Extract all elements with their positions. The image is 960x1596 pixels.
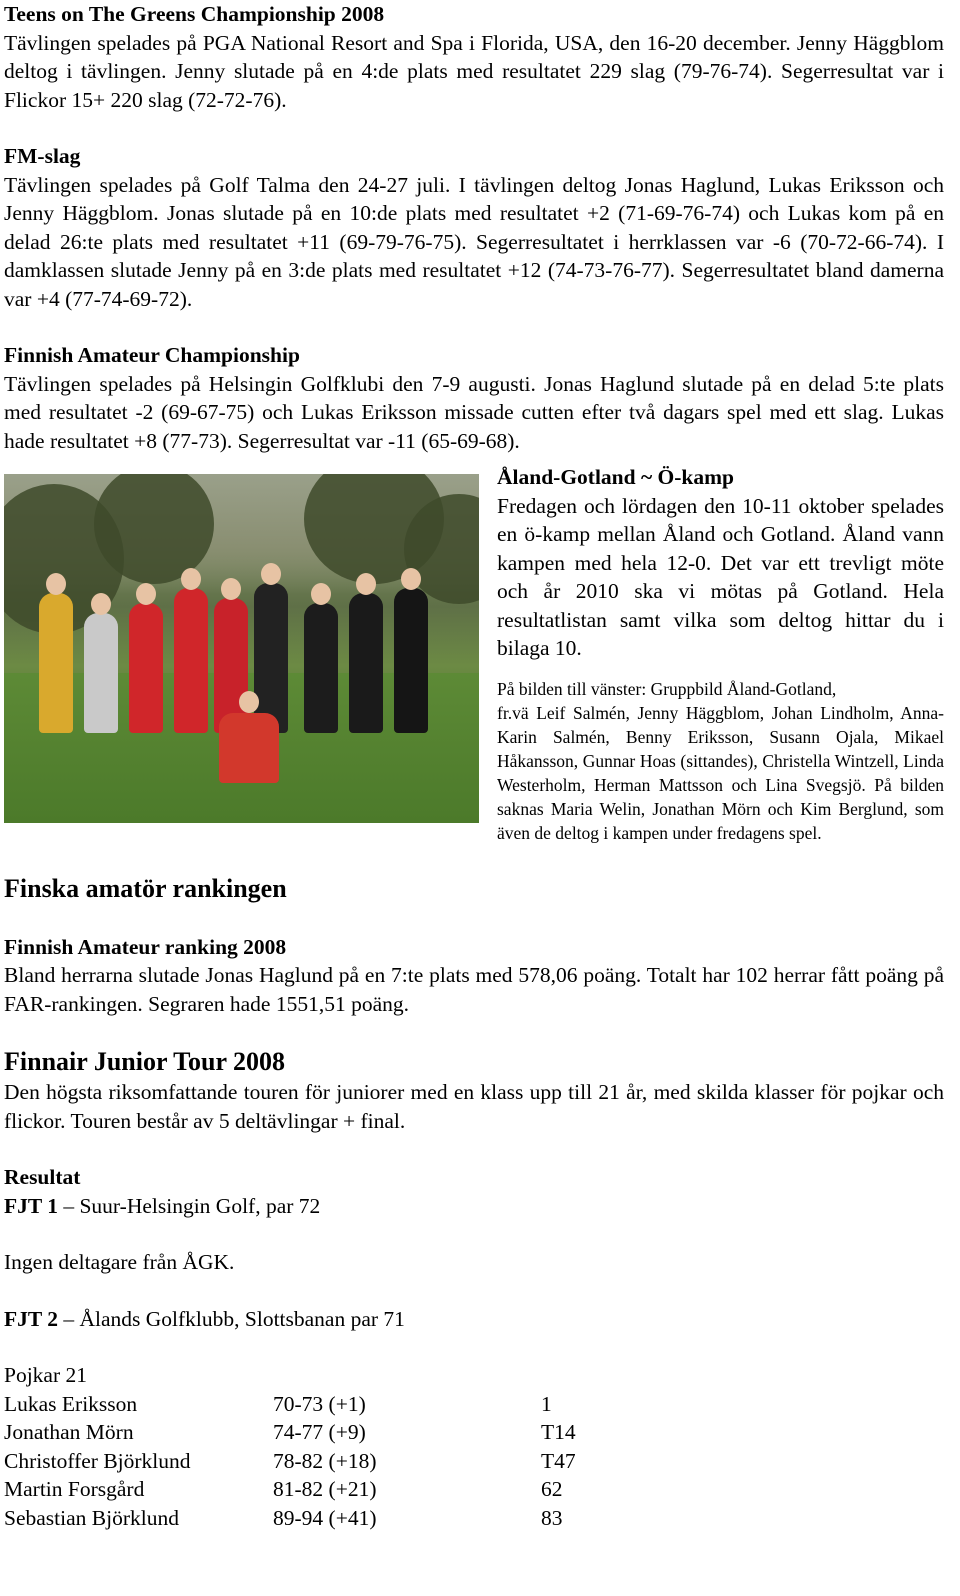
teens-title: Teens on The Greens Championship 2008 (4, 2, 385, 26)
fjt1-line (4, 1192, 944, 1221)
player-place: 62 (541, 1477, 563, 1501)
fjt2-label: FJT 2 (4, 1306, 58, 1331)
document-page (4, 0, 944, 1532)
results-class: Pojkar 21 (4, 1363, 88, 1387)
group-photo (4, 474, 479, 823)
player-name: Christoffer Björklund (4, 1448, 191, 1473)
aland-title: Åland-Gotland ~ Ö-kamp (497, 465, 734, 489)
photo-caption: fr.vä Leif Salmén, Jenny Häggblom, Johan Lindholm, Anna-Karin Salmén, Benny Eriksson, Susann Ojala, Mikael Håkansson, Gunnar Hoas (sittandes), Christella Wintzell, Linda Westerholm, Herman Mattsson och Lina Svegsjö. På bilden saknas Maria Welin, Jonathan Mörn och Kim Berglund, som även de deltog i kampen under fredagens spel. (497, 702, 944, 843)
table-row (4, 1447, 641, 1476)
results-title: Resultat (4, 1165, 81, 1189)
fjt2-text: – Ålands Golfklubb, Slottsbanan par 71 (57, 1306, 405, 1331)
table-row (4, 1504, 641, 1533)
ranking-section-title: Finska amatör rankingen (4, 873, 287, 903)
aland-section (4, 463, 944, 845)
fjt1-label: FJT 1 (4, 1193, 58, 1218)
teens-body: Tävlingen spelades på PGA National Resort and Spa i Florida, USA, den 16-20 december. Jenny Häggblom deltog i tävlingen. Jenny slutade på en 4:de plats med resultatet 229 slag (79-76-74). Segerresultat var i Flickor 15+ 220 slag (72-72-76). (4, 30, 944, 112)
player-place: 1 (541, 1391, 552, 1416)
results-table (4, 1390, 641, 1533)
player-name: Jonathan Mörn (4, 1420, 134, 1444)
player-place: T14 (541, 1420, 576, 1444)
fm-title: FM-slag (4, 144, 81, 168)
player-place: 83 (541, 1505, 563, 1530)
player-name: Martin Forsgård (4, 1477, 145, 1501)
finnair-section-title: Finnair Junior Tour 2008 (4, 1047, 286, 1076)
fjt2-line (4, 1305, 944, 1334)
photo-caption-intro: På bilden till vänster: Gruppbild Åland-Gotland, (497, 678, 837, 699)
player-score: 70-73 (+1) (273, 1391, 366, 1416)
fjt1-text: – Suur-Helsingin Golf, par 72 (57, 1193, 321, 1218)
finnair-body: Den högsta riksomfattande touren för juniorer med en klass upp till 21 år, med skilda klasser för pojkar och flickor. Touren består av 5 deltävlingar + final. (4, 1080, 944, 1133)
fm-body: Tävlingen spelades på Golf Talma den 24-27 juli. I tävlingen deltog Jonas Haglund, Lukas Eriksson och Jenny Häggblom. Jonas slutade på en 10:de plats med resultatet +2 (71-69-76-74) och Lukas kom på en delad 26:te plats med resultatet +11 (69-79-76-75). Segerresultatet i herrklassen var -6 (70-72-66-74). I damklassen slutade Jenny på en 3:de plats med resultatet +12 (74-73-76-77). Segerresultatet bland damerna var +4 (77-74-69-72). (4, 172, 944, 311)
player-score: 74-77 (+9) (273, 1420, 366, 1444)
finnish-amateur-body: Tävlingen spelades på Helsingin Golfklubi den 7-9 augusti. Jonas Haglund slutade på en delad 5:te plats med resultatet -2 (69-67-75) och Lukas Eriksson missade cutten efter två dagars spel med ett slag. Lukas hade resultatet +8 (77-73). Segerresultat var -11 (65-69-68). (4, 371, 944, 453)
fjt1-note: Ingen deltagare från ÅGK. (4, 1250, 235, 1274)
table-row (4, 1390, 641, 1419)
ranking-title: Finnish Amateur ranking 2008 (4, 934, 287, 959)
player-score: 78-82 (+18) (273, 1448, 377, 1473)
player-score: 89-94 (+41) (273, 1505, 377, 1530)
table-row (4, 1475, 641, 1504)
finnish-amateur-title: Finnish Amateur Championship (4, 343, 300, 367)
aland-body: Fredagen och lördagen den 10-11 oktober spelades en ö-kamp mellan Åland och Gotland. Åland vann kampen med hela 12-0. Det var ett trevligt möte och år 2010 ska vi mötas på Gotland. Hela resultatlistan samt vilka som deltog hittar du i bilaga 10. (497, 493, 944, 660)
player-name: Lukas Eriksson (4, 1391, 138, 1416)
player-name: Sebastian Björklund (4, 1505, 179, 1530)
player-place: T47 (541, 1448, 576, 1473)
player-score: 81-82 (+21) (273, 1477, 377, 1501)
ranking-body: Bland herrarna slutade Jonas Haglund på en 7:te plats med 578,06 poäng. Totalt har 102 herrar fått poäng på FAR-rankingen. Segraren hade 1551,51 poäng. (4, 963, 944, 1016)
table-row (4, 1418, 641, 1447)
